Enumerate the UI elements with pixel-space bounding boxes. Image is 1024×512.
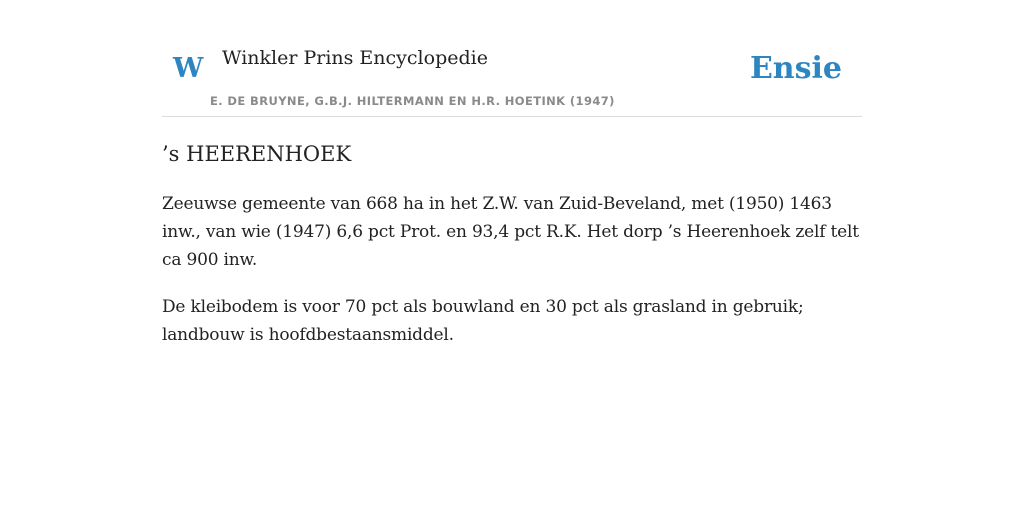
page-header <box>162 0 862 117</box>
brand-logo-link[interactable]: Ensie <box>749 51 842 86</box>
article-paragraph: De kleibodem is voor 70 pct als bouwland en 30 pct als grasland in gebruik; landbouw is hoofdbestaansmiddel. <box>162 297 804 345</box>
publication-authors: E. DE BRUYNE, G.B.J. HILTERMANN EN H.R. HOETINK (1947) <box>210 94 615 108</box>
article <box>162 138 862 349</box>
article-paragraph: Zeeuwse gemeente van 668 ha in het Z.W. van Zuid-Beveland, met (1950) 1463 inw., van wie (1947) 6,6 pct Prot. en 93,4 pct R.K. Het dorp ’s Heerenhoek zelf telt ca 900 inw. <box>162 194 859 270</box>
publication-title[interactable]: Winkler Prins Encyclopedie <box>222 47 488 69</box>
article-title: ’s HEERENHOEK <box>162 142 352 166</box>
encyclopedia-logo-icon[interactable]: W <box>173 53 204 84</box>
